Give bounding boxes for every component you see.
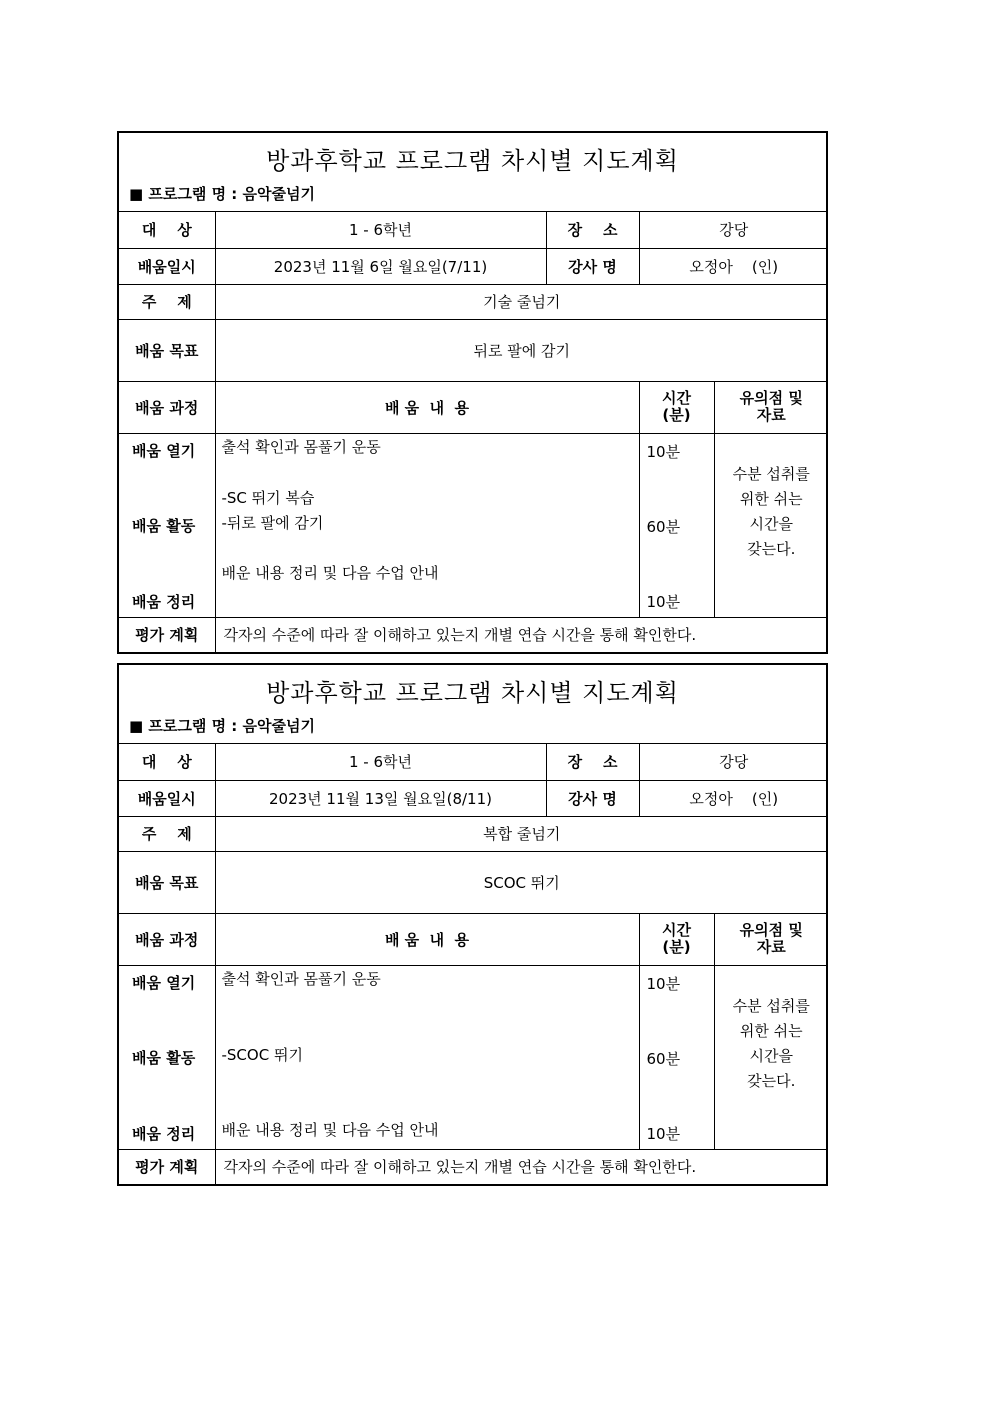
- goal-label: 배움 목표: [119, 319, 215, 381]
- evaluation-value: 각자의 수준에 따라 잘 이해하고 있는지 개별 연습 시간을 통해 확인한다.: [215, 617, 828, 652]
- note-text: [715, 462, 829, 562]
- wrap-content: 배운 내용 정리 및 다음 수업 안내: [221, 563, 439, 582]
- notes-header: [714, 913, 828, 965]
- note-line: 위한 쉬는: [739, 1021, 803, 1040]
- goal-label: 배움 목표: [119, 851, 215, 913]
- evaluation-label: 평가 계획: [119, 1149, 215, 1184]
- activity-content-2: -뒤로 팔에 감기: [221, 513, 324, 532]
- content-header: 배 움 내 용: [215, 381, 639, 433]
- process-notes: [714, 433, 828, 617]
- open-content: 출석 확인과 몸풀기 운동: [221, 969, 381, 988]
- plan-header: [119, 665, 826, 744]
- open-time: 10분: [646, 442, 681, 461]
- topic-value: 복합 줄넘기: [215, 816, 828, 851]
- notes-header-line1: 유의점 및: [739, 921, 803, 939]
- wrap-time: 10분: [646, 1124, 681, 1143]
- instructor-label: 강사 명: [546, 780, 639, 816]
- stage-open: 배움 열기: [132, 441, 196, 460]
- topic-value: 기술 줄넘기: [215, 284, 828, 319]
- target-value: 1 - 6학년: [215, 212, 546, 248]
- process-times: [639, 965, 714, 1149]
- note-line: 시간을: [749, 1046, 793, 1065]
- activity-content-1: -SCOC 뛰기: [221, 1045, 303, 1064]
- note-line: 시간을: [749, 514, 793, 533]
- evaluation-value: 각자의 수준에 따라 잘 이해하고 있는지 개별 연습 시간을 통해 확인한다.: [215, 1149, 828, 1184]
- activity-time: 60분: [646, 517, 681, 536]
- time-header-line1: 시간: [662, 921, 691, 939]
- target-label: 대 상: [119, 212, 215, 248]
- date-label: 배움일시: [119, 780, 215, 816]
- plan-title: 방과후학교 프로그램 차시별 지도계획: [266, 679, 679, 707]
- plan-title: 방과후학교 프로그램 차시별 지도계획: [266, 147, 679, 175]
- date-value: 2023년 11월 13일 월요일(8/11): [215, 780, 546, 816]
- note-line: 갖는다.: [747, 1071, 796, 1090]
- instructor-label: 강사 명: [546, 248, 639, 284]
- time-header-line1: 시간: [662, 389, 691, 407]
- wrap-time: 10분: [646, 592, 681, 611]
- activity-time: 60분: [646, 1049, 681, 1068]
- goal-value: 뒤로 팔에 감기: [215, 319, 828, 381]
- open-time: 10분: [646, 974, 681, 993]
- time-header-line2: (분): [662, 406, 691, 424]
- process-header: 배움 과정: [119, 913, 215, 965]
- date-label: 배움일시: [119, 248, 215, 284]
- notes-header-line1: 유의점 및: [739, 389, 803, 407]
- program-name: ■ 프로그램 명 : 음악줄넘기: [129, 185, 315, 203]
- program-name: ■ 프로그램 명 : 음악줄넘기: [129, 717, 315, 735]
- notes-header: [714, 381, 828, 433]
- instructor-value: 오정아 (인): [639, 780, 828, 816]
- plan-header: [119, 133, 826, 212]
- evaluation-label: 평가 계획: [119, 617, 215, 652]
- wrap-content: 배운 내용 정리 및 다음 수업 안내: [221, 1120, 439, 1139]
- place-value: 강당: [639, 744, 828, 780]
- stage-wrap: 배움 정리: [132, 1124, 196, 1143]
- process-times: [639, 433, 714, 617]
- stage-open: 배움 열기: [132, 973, 196, 992]
- date-value: 2023년 11월 6일 월요일(7/11): [215, 248, 546, 284]
- process-stages: [119, 433, 215, 617]
- plan-table: [119, 744, 828, 1184]
- instructor-value: 오정아 (인): [639, 248, 828, 284]
- place-value: 강당: [639, 212, 828, 248]
- activity-content-1: -SC 뛰기 복습: [221, 488, 315, 507]
- note-line: 수분 섭취를: [732, 996, 810, 1015]
- content-header: 배 움 내 용: [215, 913, 639, 965]
- note-line: 갖는다.: [747, 539, 796, 558]
- time-header: [639, 381, 714, 433]
- time-header: [639, 913, 714, 965]
- target-value: 1 - 6학년: [215, 744, 546, 780]
- lesson-plan-2: [117, 663, 828, 1186]
- note-line: 수분 섭취를: [732, 464, 810, 483]
- stage-wrap: 배움 정리: [132, 592, 196, 611]
- time-header-line2: (분): [662, 938, 691, 956]
- target-label: 대 상: [119, 744, 215, 780]
- goal-value: SCOC 뛰기: [215, 851, 828, 913]
- stage-activity: 배움 활동: [132, 516, 196, 535]
- plan-table: [119, 212, 828, 652]
- process-notes: [714, 965, 828, 1149]
- note-line: 위한 쉬는: [739, 489, 803, 508]
- topic-label: 주 제: [119, 816, 215, 851]
- stage-activity: 배움 활동: [132, 1048, 196, 1067]
- open-content: 출석 확인과 몸풀기 운동: [221, 437, 381, 456]
- place-label: 장 소: [546, 744, 639, 780]
- topic-label: 주 제: [119, 284, 215, 319]
- notes-header-line2: 자료: [756, 938, 786, 956]
- lesson-plan-1: [117, 131, 828, 654]
- place-label: 장 소: [546, 212, 639, 248]
- note-text: [715, 994, 829, 1094]
- process-content: [215, 965, 639, 1149]
- process-content: [215, 433, 639, 617]
- process-header: 배움 과정: [119, 381, 215, 433]
- notes-header-line2: 자료: [756, 406, 786, 424]
- process-stages: [119, 965, 215, 1149]
